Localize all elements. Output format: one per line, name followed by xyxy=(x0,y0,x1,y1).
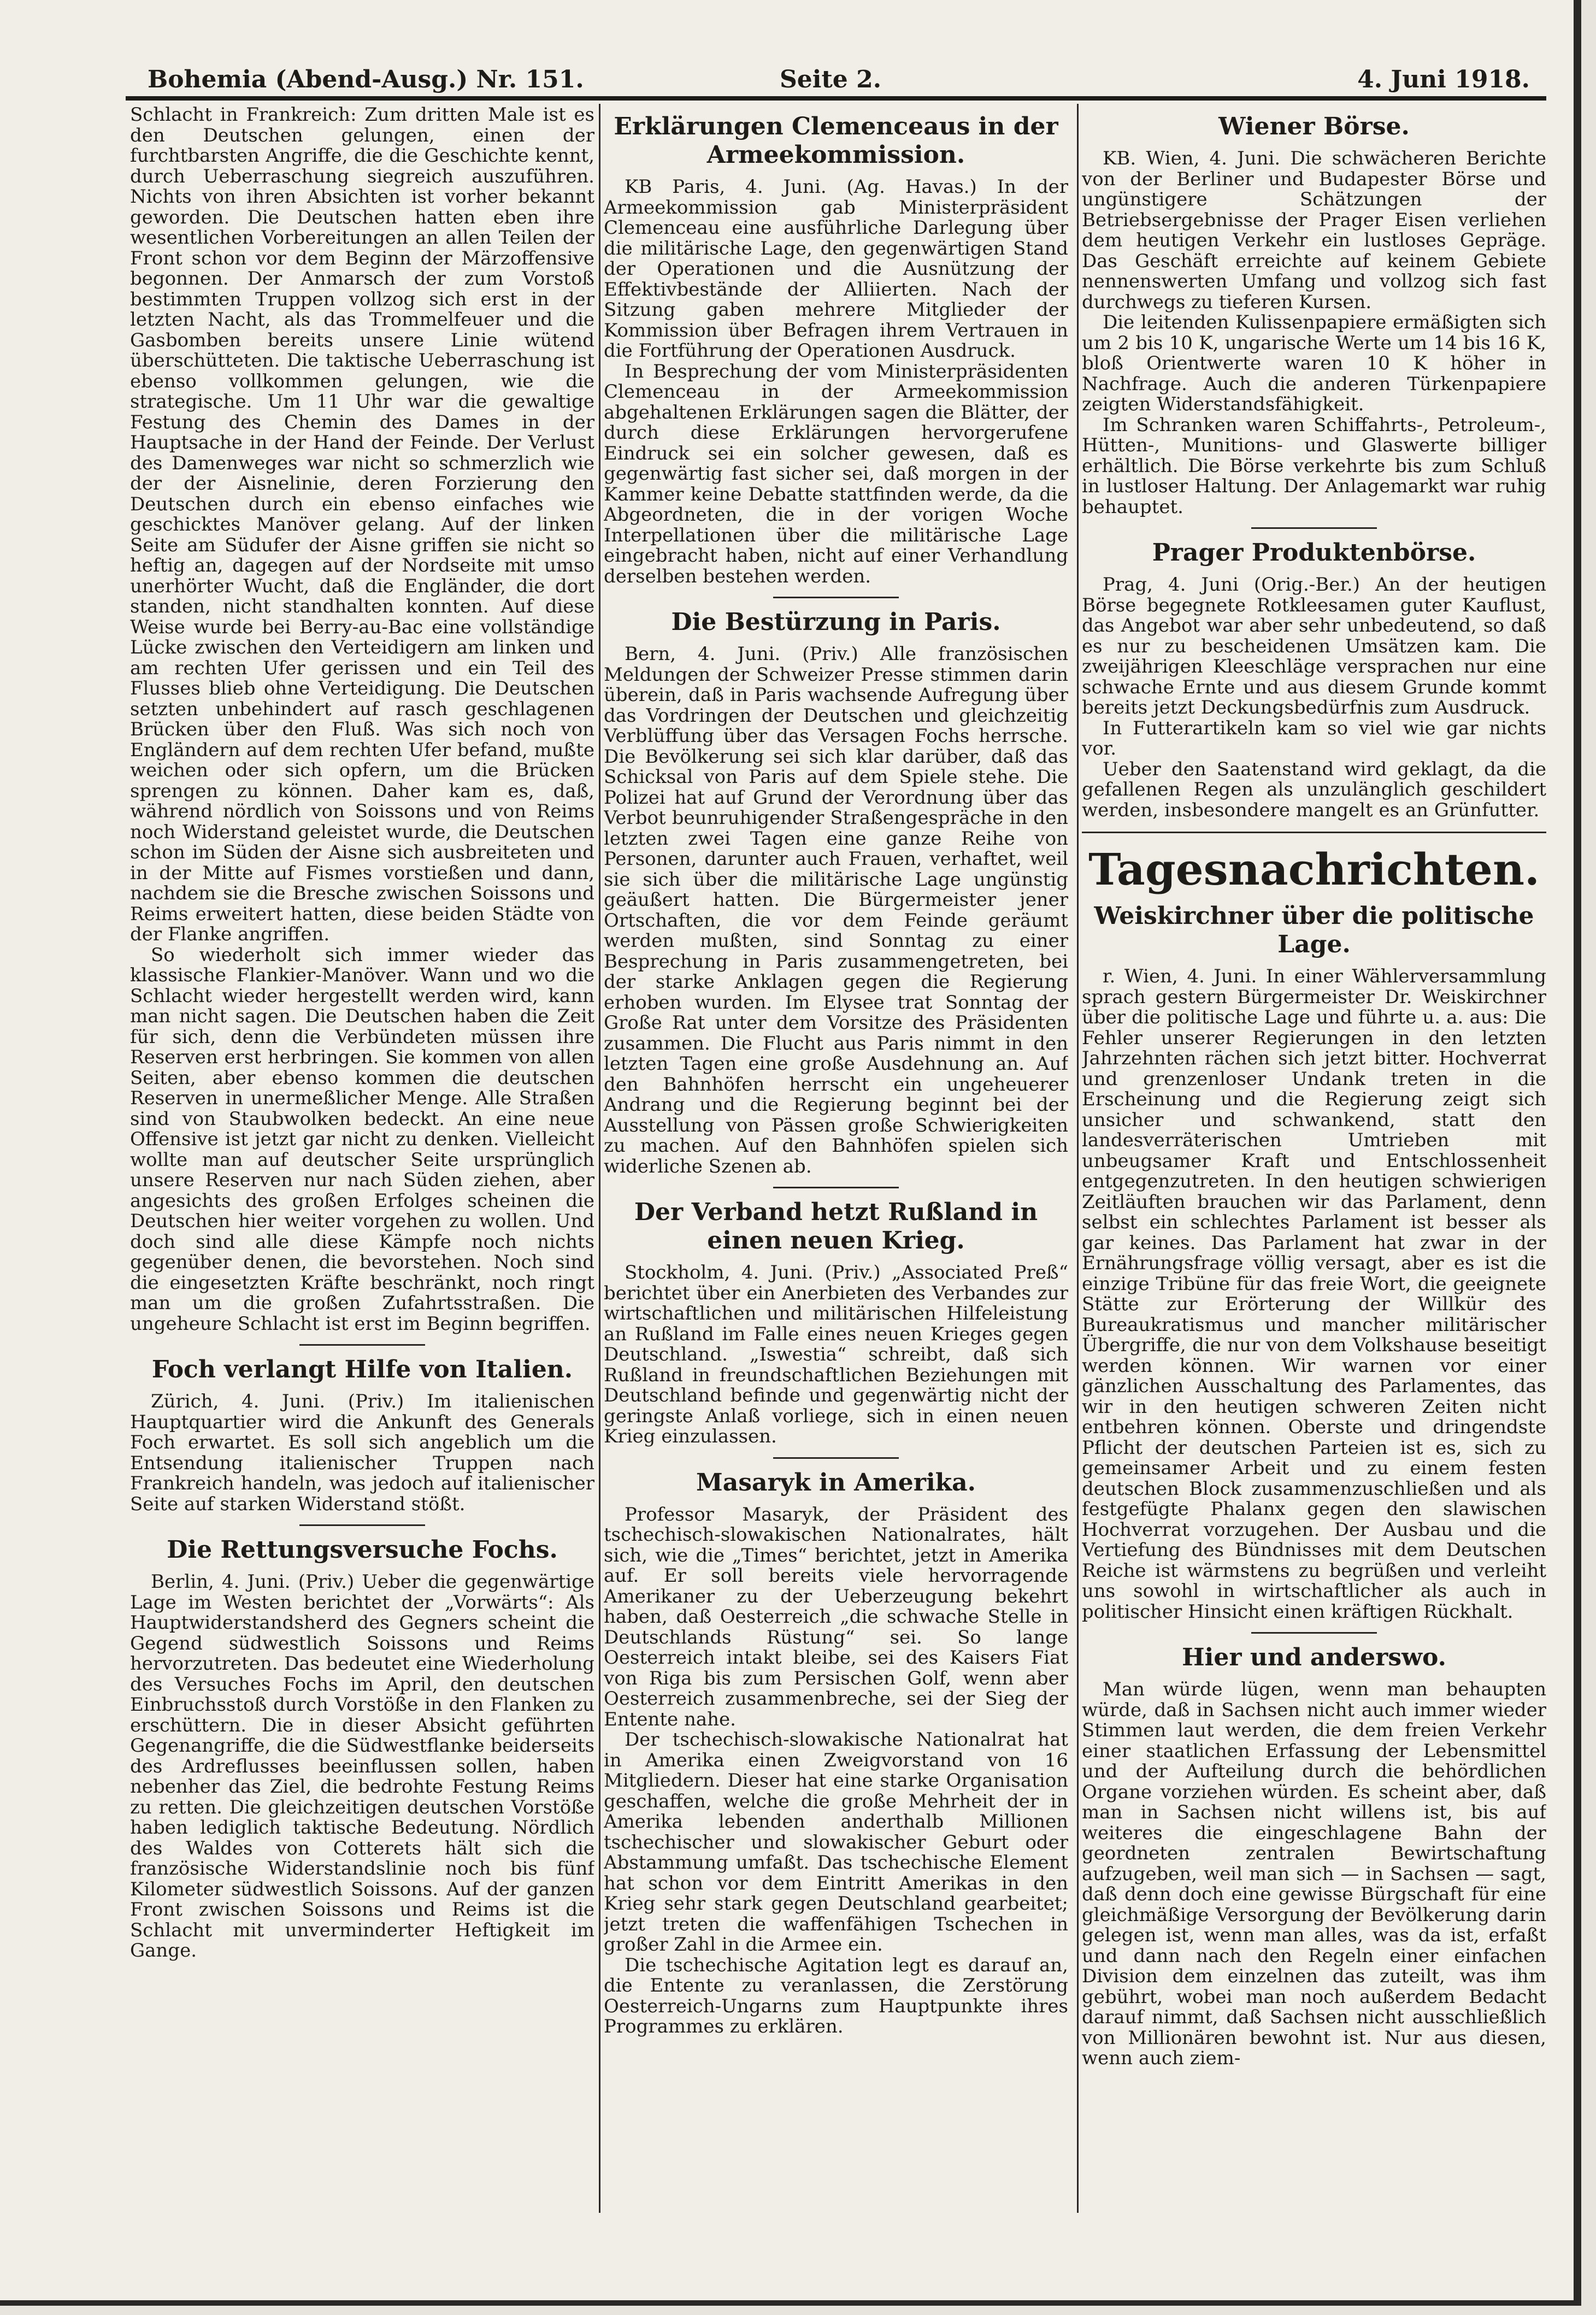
article-masaryk-p3: Die tschechische Agitation legt es darauf an, die Entente zu veranlassen, die Zerstörung Oesterreich-Ungarns zum Hauptpunkte ihres Programmes zu erklären. xyxy=(604,1954,1068,2037)
headline-bestuerzung-paris: Die Bestürzung in Paris. xyxy=(671,608,1001,636)
separator xyxy=(299,1344,425,1346)
separator xyxy=(299,1524,425,1526)
article-verband-russland: Stockholm, 4. Juni. (Priv.) „Associated Preß“ berichtet über ein Anerbieten des Verbandes zur wirtschaftlichen und militärischen Hilfeleistung an Rußland im Falle eines neuen Krieges gegen Deutschland. „Iswestia“ schreibt, daß sich Rußland in freundschaftlichen Beziehungen mit Deutschland befinde und gegenwärtig nicht der geringste Anlaß vorliege, sich in einen neuen Krieg einzulassen. xyxy=(604,1262,1068,1447)
column-rule-2 xyxy=(1077,104,1079,2213)
article-foch-italien: Zürich, 4. Juni. (Priv.) Im italienischen Hauptquartier wird die Ankunft des Generals Foch erwartet. Es soll sich angeblich um die Entsendung italienischer Truppen nach Frankreich handeln, was jedoch auf italienischer Seite auf starken Widerstand stößt. xyxy=(130,1391,594,1515)
headline-hier-und-anderswo: Hier und anderswo. xyxy=(1182,1644,1446,1671)
column-rule-1 xyxy=(599,104,600,2213)
header-rule xyxy=(126,96,1546,101)
section-title-tagesnachrichten: Tagesnachrichten. xyxy=(1088,844,1540,895)
article-wiener-boerse-p2: Die leitenden Kulissenpapiere ermäßigten sich um 2 bis 10 K, ungarische Werte um 14 bis 16 K, bloß Orientwerte waren 10 K höher in Nachfrage. Auch die anderen Türkenpapiere zeigten Widerstandsfähigkeit. xyxy=(1082,311,1546,415)
article-masaryk-p2: Der tschechisch-slowakische Nationalrat hat in Amerika einen Zweigvorstand von 16 Mitgliedern. Dieser hat eine starke Organisation geschaffen, welche die große Mehrheit der in Amerika lebenden anderthalb Millionen tschechischer und slowakischer Geburt oder Abstammung umfaßt. Das tschechische Element hat schon vor dem Eintritt Amerikas in den Krieg sehr stark gegen Deutschland gearbeitet; jetzt treten die waffenfähigen Tschechen in großer Zahl in die Armee ein. xyxy=(604,1729,1068,1955)
separator xyxy=(773,1187,899,1188)
article-prager-p2: In Futterartikeln kam so viel wie gar nichts vor. xyxy=(1082,717,1546,759)
column-3 xyxy=(1082,105,1546,2219)
page-header xyxy=(126,61,1535,99)
column-2 xyxy=(604,105,1068,2219)
headline-masaryk: Masaryk in Amerika. xyxy=(696,1468,976,1497)
headline-wiener-boerse: Wiener Börse. xyxy=(1218,113,1410,140)
article-bestuerzung-paris: Bern, 4. Juni. (Priv.) Alle französischen Meldungen der Schweizer Presse stimmen darin überein, daß in Paris wachsende Aufregung über das Vordringen der Deutschen und gleichzeitig Verblüffung über das Versagen Fochs herrsche. Die Bevölkerung sei sich klar darüber, daß das Schicksal von Paris auf dem Spiele stehe. Die Polizei hat auf Grund der Verordnung über das Verbot beunruhigender Straßengespräche in den letzten zwei Tagen eine ganze Reihe von Personen, darunter auch Frauen, verhaftet, weil sie sich über die militärische Lage ungünstig geäußert hatten. Die Bürgermeister jener Ortschaften, die vor dem Feinde geräumt werden mußten, sind Sonntag zu einer Besprechung in Paris zusammengetreten, bei der starke Anklagen gegen die Regierung erhoben wurden. Im Elysee trat Sonntag der Große Rat unter dem Vorsitze des Präsidenten zusammen. Die Flucht aus Paris nimmt in den letzten Tagen eine große Ausdehnung an. Auf den Bahnhöfen herrscht ein ungeheuerer Andrang und die Regierung beginnt bei der Ausstellung von Pässen große Schwierigkeiten zu machen. Auf den Bahnhöfen spielen sich widerliche Szenen ab. xyxy=(604,643,1068,1177)
headline-clemenceau: Erklärungen Clemenceaus in der Armeekommission. xyxy=(614,113,1058,169)
article-prager-p3: Ueber den Saatenstand wird geklagt, da die gefallenen Regen als unzulänglich geschildert werden, insbesondere mangelt es an Grünfutter. xyxy=(1082,758,1546,821)
header-masthead: Bohemia (Abend-Ausg.) Nr. 151. xyxy=(148,66,584,93)
header-date: 4. Juni 1918. xyxy=(1357,66,1530,93)
separator xyxy=(773,597,899,598)
separator xyxy=(773,1457,899,1459)
article-clemenceau-p2: In Besprechung der vom Ministerpräsidenten Clemenceau in der Armeekommission abgehaltenen Erklärungen sagen die Blätter, der durch diese Erklärungen hervorgerufene Eindruck sei ein solcher gewesen, daß es gegenwärtig fast sicher sei, daß morgen in der Kammer keine Debatte stattfinden werde, da die Abgeordneten, die in der vorigen Woche Interpellationen über die militärische Lage eingebracht haben, nicht auf einer Verhandlung derselben bestehen werden. xyxy=(604,360,1068,587)
separator xyxy=(1251,527,1377,529)
article-hier-und-anderswo: Man würde lügen, wenn man behaupten würde, daß in Sachsen nicht auch immer wieder Stimmen laut werden, die dem freien Verkehr einer staatlichen Erfassung der Lebensmittel und der Aufteilung durch die behördlichen Organe vorziehen würden. Es scheint aber, daß man in Sachsen nicht willens ist, bis auf weiteres die eingeschlagene Bahn der geordneten zentralen Bewirtschaftung aufzugeben, weil man sich — in Sachsen — sagt, daß denn doch eine gewisse Bürgschaft für eine gleichmäßige Versorgung der Bevölkerung darin gelegen ist, wenn man alles, was da ist, erfaßt und dann nach den Regeln einer einfachen Division dem einzelnen das zuteilt, was ihm gebührt, wobei man noch außerdem Bedacht darauf nimmt, daß Sachsen nicht ausschließlich von Millionären bewohnt ist. Nur aus diesen, wenn auch ziem- xyxy=(1082,1678,1546,2069)
header-page-number: Seite 2. xyxy=(779,66,882,93)
article-wiener-boerse-p1: KB. Wien, 4. Juni. Die schwächeren Berichte von der Berliner und Budapester Börse und ungünstigere Schätzungen der Betriebsergebnisse der Prager Eisen verliehen dem heutigen Verkehr ein lustloses Gepräge. Das Geschäft erreichte auf keinem Gebiete nennenswerten Umfang und vollzog sich fast durchwegs zu tieferen Kursen. xyxy=(1082,148,1546,313)
article-masaryk-p1: Professor Masaryk, der Präsident des tschechisch-slowakischen Nationalrates, hält sich, wie die „Times“ berichtet, jetzt in Amerika auf. Er soll bereits viele hervorragende Amerikaner zu der Ueberzeugung bekehrt haben, daß Oesterreich „die schwache Stelle in Deutschlands Rüstung“ sei. So lange Oesterreich intakt bleibe, sei des Kaisers Fiat von Riga bis zum Persischen Golf, wenn aber Oesterreich zusammenbreche, sei der Sieg der Entente nahe. xyxy=(604,1503,1068,1730)
article-prager-p1: Prag, 4. Juni (Orig.-Ber.) An der heutigen Börse begegnete Rotkleesamen guter Kauflust, das Angebot war aber sehr unbedeutend, so daß es nur zu bescheidenen Umsätzen kam. Die zweijährigen Kleeschläge versprachen nur eine schwache Ernte und aus diesem Grunde kommt bereits jetzt Deckungsbedürfnis zum Ausdruck. xyxy=(1082,574,1546,718)
separator xyxy=(1251,1632,1377,1634)
column-1 xyxy=(130,105,594,2219)
headline-weiskirchner: Weiskirchner über die politische Lage. xyxy=(1094,902,1534,958)
section-rule xyxy=(1082,832,1546,833)
headline-prager-produktenboerse: Prager Produktenbörse. xyxy=(1152,539,1476,567)
article-clemenceau-p1: KB Paris, 4. Juni. (Ag. Havas.) In der Armeekommission gab Ministerpräsident Clemenceau eine ausführliche Darlegung über die militärische Lage, den gegenwärtigen Stand der Operationen und die Ausnützung der Effektivbestände der Alliierten. Nach der Sitzung gaben mehrere Mitglieder der Kommission über Befragen ihrem Vertrauen in die Fortführung der Operationen Ausdruck. xyxy=(604,176,1068,362)
article-frankreich-p2: So wiederholt sich immer wieder das klassische Flankier-Manöver. Wann und wo die Schlacht wieder hergestellt werden wird, kann man nicht sagen. Die Deutschen haben die Zeit für sich, denn die Verbündeten müssen ihre Reserven erst herbringen. Sie kommen von allen Seiten, aber ebenso kommen die deutschen Reserven in unermeßlicher Menge. Alle Straßen sind von Staubwolken bedeckt. An eine neue Offensive ist jetzt gar nicht zu denken. Vielleicht wollte man auf deutscher Seite ursprünglich unsere Reserven nur nach Süden ziehen, aber angesichts des großen Erfolges scheinen die Deutschen hier weiter vorgehen zu wollen. Und doch sind alle diese Kämpfe noch nichts gegenüber denen, die bevorstehen. Noch sind die eingesetzten Kräfte beschränkt, noch ringt man um die großen Zufahrtsstraßen. Die ungeheure Schlacht ist erst im Beginn begriffen. xyxy=(130,944,594,1335)
headline-foch-italien: Foch verlangt Hilfe von Italien. xyxy=(151,1356,573,1383)
article-wiener-boerse-p3: Im Schranken waren Schiffahrts-, Petroleum-, Hütten-, Munitions- und Glaswerte billiger erhältlich. Die Börse verkehrte bis zum Schluß in lustloser Haltung. Der Anlagemarkt war ruhig behauptet. xyxy=(1082,414,1546,518)
headline-rettungsversuche: Die Rettungsversuche Fochs. xyxy=(167,1536,558,1564)
article-frankreich-intro: Schlacht in Frankreich: Zum dritten Male ist es den Deutschen gelungen, einen der furchtbarsten Angriffe, die die Geschichte kennt, durch Ueberraschung siegreich auszuführen. Nichts von ihren Absichten ist vorher bekannt geworden. Die Deutschen hatten eben ihre wesentlichen Vorbereitungen an allen Teilen der Front schon vor dem Beginn der Märzoffensive begonnen. Der Anmarsch der zum Vorstoß bestimmten Truppen vollzog sich erst in der letzten Nacht, als das Trommelfeuer und die Gasbomben bereits unsere Linie wütend überschütteten. Die taktische Ueberraschung ist ebenso vollkommen gelungen, wie die strategische. Um 11 Uhr war die gewaltige Festung des Chemin des Dames in der Hauptsache in der Hand der Feinde. Der Verlust des Damenweges war nicht so schmerzlich wie der der Aisnelinie, deren Forzierung den Deutschen durch ein ebenso einfaches wie geschicktes Manöver gelang. Auf der linken Seite am Südufer der Aisne griffen sie nicht so heftig an, dagegen auf der Nordseite mit umso unerhörter Wucht, daß die Engländer, die dort standen, nicht standhalten konnten. Auf diese Weise wurde bei Berry-au-Bac eine vollständige Lücke zwischen den Verteidigern am linken und am rechten Ufer gerissen und ein Teil des Flusses blieb ohne Verteidigung. Die Deutschen setzten unbehindert auf rasch geschlagenen Brücken über den Fluß. Was sich noch von Engländern auf dem rechten Ufer befand, mußte weichen oder sich opfern, um die Brücken sprengen zu können. Daher kam es, daß, während nördlich von Soissons und von Reims noch Widerstand geleistet wurde, die Deutschen schon im Süden der Aisne sich ausbreiteten und in der Mitte auf Fismes vorstießen und dann, nachdem sie die Bresche zwischen Soissons und Reims erweitert hatten, diese beiden Städte von der Flanke angriffen. xyxy=(130,105,594,945)
article-weiskirchner: r. Wien, 4. Juni. In einer Wählerversammlung sprach gestern Bürgermeister Dr. Weiskirchner über die politische Lage und führte u. a. aus: Die Fehler unserer Regierungen in den letzten Jahrzehnten rächen sich jetzt bitter. Hochverrat und grenzenloser Undank treten in die Erscheinung und die Regierung zeigt sich unsicher und schwankend, statt den landesverräterischen Umtrieben mit unbeugsamer Kraft und Entschlossenheit entgegenzutreten. In den heutigen schwierigen Zeitläuften brauchen wir das Parlament, denn selbst ein schlechtes Parlament ist besser als gar keines. Das Parlament hat zwar in der Ernährungsfrage völlig versagt, aber es ist die einzige Tribüne für das freie Wort, die geeignete Stätte zur Erörterung der Willkür des Bureaukratismus und mancher militärischer Übergriffe, die nur von dem Volkshause beseitigt werden können. Wir warnen vor einer gänzlichen Ausschaltung des Parlamentes, das wir in den heutigen schweren Zeiten nicht entbehren können. Oberste und dringendste Pflicht der deutschen Parteien ist es, sich zu gemeinsamer Arbeit und zu einem festen deutschen Block zusammenzuschließen und als festgefügte Phalanx gegen den slawischen Hochverrat vorzugehen. Der Ausbau und die Vertiefung des Bündnisses mit dem Deutschen Reiche ist wärmstens zu begrüßen und verleiht uns sowohl in wirtschaftlicher als auch in politischer Hinsicht einen kräftigen Rückhalt. xyxy=(1082,965,1546,1623)
headline-verband-russland: Der Verband hetzt Rußland in einen neuen Krieg. xyxy=(634,1198,1038,1254)
article-rettungsversuche: Berlin, 4. Juni. (Priv.) Ueber die gegenwärtige Lage im Westen berichtet der „Vorwärts“: Als Hauptwiderstandsherd des Gegners scheint die Gegend südwestlich Soissons und Reims hervorzutreten. Das bedeutet eine Wiederholung des Versuches Fochs im April, den deutschen Einbruchsstoß durch Vorstöße in den Flanken zu erschüttern. Die in dieser Absicht geführten Gegenangriffe, die die Südwestflanke beiderseits des Ardreflusses beeinflussen sollen, haben nebenher das Ziel, die bedrohte Festung Reims zu retten. Die gleichzeitigen deutschen Vorstöße haben lediglich taktische Bedeutung. Nördlich des Waldes von Cotterets hält sich die französische Widerstandslinie noch bis fünf Kilometer südwestlich Soissons. Auf der ganzen Front zwischen Soissons und Reims ist die Schlacht mit unverminderter Heftigkeit im Gange. xyxy=(130,1571,594,1961)
